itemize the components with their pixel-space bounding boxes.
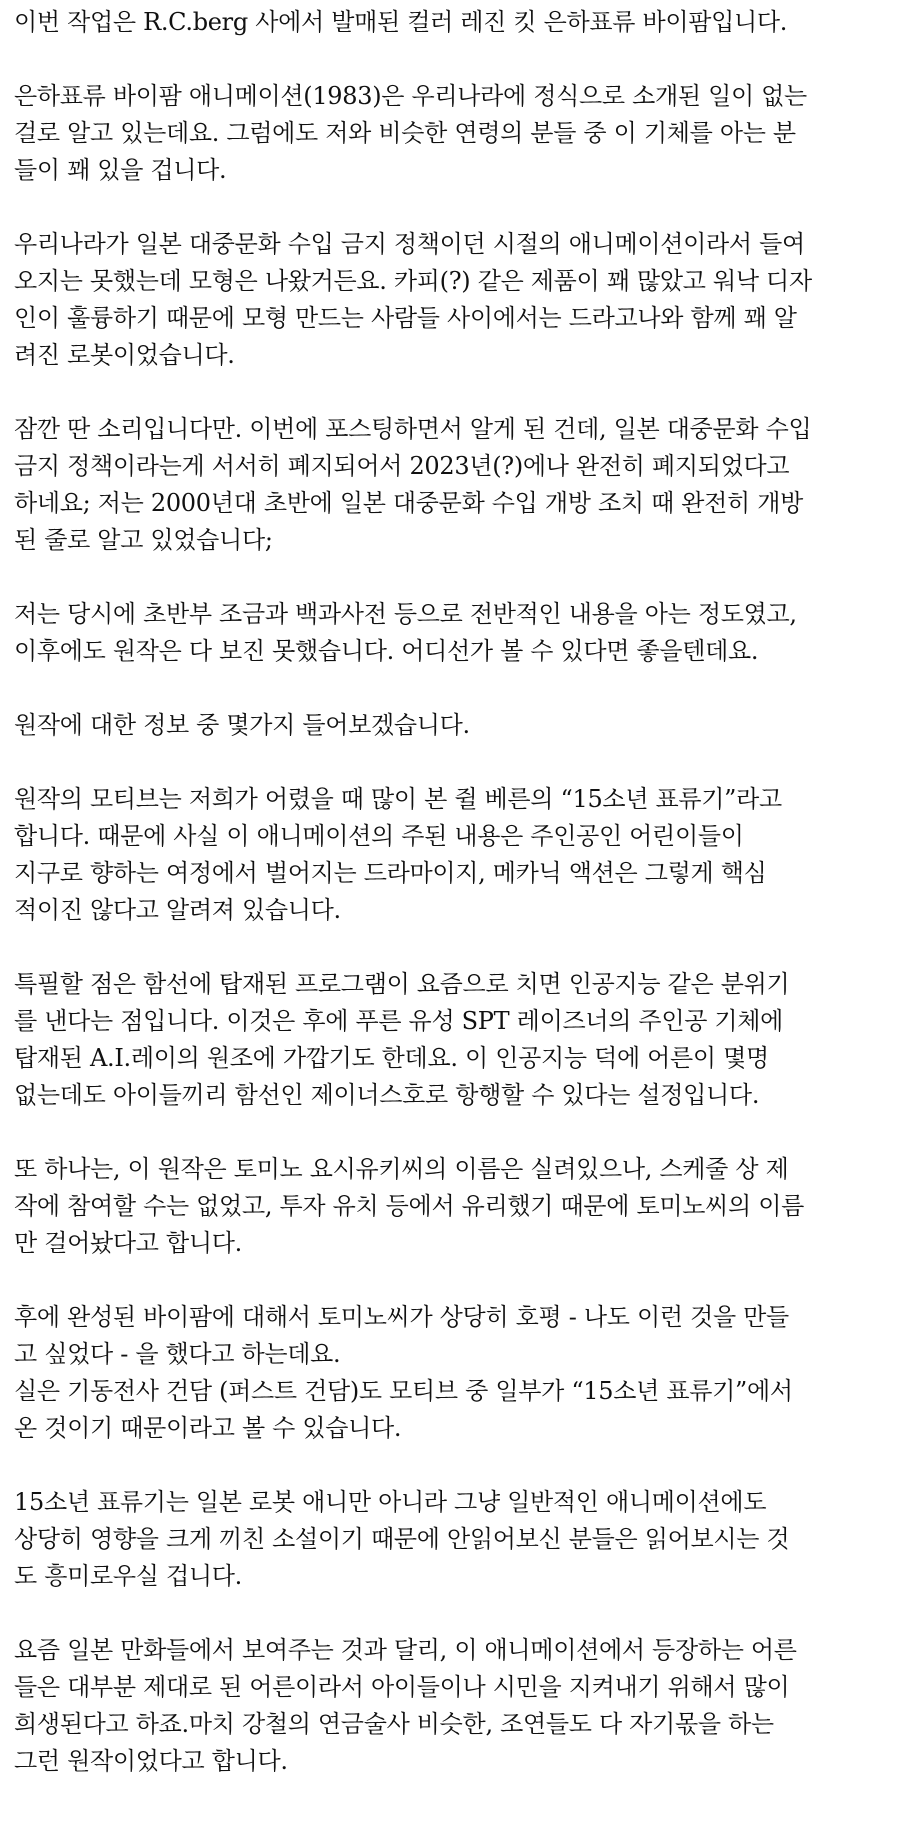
text-line: 걸로 알고 있는데요. 그럼에도 저와 비슷한 연령의 분들 중 이 기체를 아는 분: [14, 119, 796, 147]
paragraph: [14, 78, 894, 189]
text-line: 적이진 않다고 알려져 있습니다.: [14, 896, 341, 924]
paragraph: [14, 411, 894, 559]
paragraph: [14, 966, 894, 1114]
paragraph: [14, 1299, 894, 1447]
text-line: 온 것이기 때문이라고 볼 수 있습니다.: [14, 1414, 402, 1442]
paragraph: [14, 226, 894, 374]
text-line: 이후에도 원작은 다 보진 못했습니다. 어디선가 볼 수 있다면 좋을텐데요.: [14, 637, 759, 665]
text-line: 들은 대부분 제대로 된 어른이라서 아이들이나 시민을 지켜내기 위해서 많이: [14, 1673, 790, 1701]
text-line: 없는데도 아이들끼리 함선인 제이너스호로 항행할 수 있다는 설정입니다.: [14, 1081, 760, 1109]
text-line: 잠깐 딴 소리입니다만. 이번에 포스팅하면서 알게 된 건데, 일본 대중문화 수입: [14, 415, 812, 443]
article-body: [14, 0, 894, 1817]
text-line: 상당히 영향을 크게 끼친 소설이기 때문에 안읽어보신 분들은 읽어보시는 것: [14, 1525, 790, 1553]
text-line: 원작의 모티브는 저희가 어렸을 때 많이 본 쥘 베른의 “15소년 표류기”라고: [14, 785, 782, 813]
paragraph: [14, 1484, 894, 1595]
text-line: 들이 꽤 있을 겁니다.: [14, 156, 227, 184]
paragraph: [14, 596, 894, 670]
text-line: 인이 훌륭하기 때문에 모형 만드는 사람들 사이에서는 드라고나와 함께 꽤 알: [14, 304, 797, 332]
text-line: 저는 당시에 초반부 조금과 백과사전 등으로 전반적인 내용을 아는 정도였고,: [14, 600, 797, 628]
text-line: 이번 작업은 R.C.berg 사에서 발매된 컬러 레진 킷 은하표류 바이팜입니다.: [14, 8, 788, 36]
text-line: 원작에 대한 정보 중 몇가지 들어보겠습니다.: [14, 711, 470, 739]
paragraph: [14, 1632, 894, 1780]
text-line: 합니다. 때문에 사실 이 애니메이션의 주된 내용은 주인공인 어린이들이: [14, 822, 744, 850]
text-line: 요즘 일본 만화들에서 보여주는 것과 달리, 이 애니메이션에서 등장하는 어른: [14, 1636, 797, 1664]
paragraph: [14, 1151, 894, 1262]
text-line: 하네요; 저는 2000년대 초반에 일본 대중문화 수입 개방 조치 때 완전히 개방: [14, 489, 804, 517]
text-line: 금지 정책이라는게 서서히 폐지되어서 2023년(?)에나 완전히 폐지되었다고: [14, 452, 790, 480]
text-line: 도 흥미로우실 겁니다.: [14, 1562, 242, 1590]
paragraph: [14, 781, 894, 929]
paragraph: [14, 4, 894, 41]
text-line: 를 낸다는 점입니다. 이것은 후에 푸른 유성 SPT 레이즈너의 주인공 기체에: [14, 1007, 784, 1035]
text-line: 특필할 점은 함선에 탑재된 프로그램이 요즘으로 치면 인공지능 같은 분위기: [14, 970, 790, 998]
text-line: 그런 원작이었다고 합니다.: [14, 1747, 288, 1775]
text-line: 작에 참여할 수는 없었고, 투자 유치 등에서 유리했기 때문에 토미노씨의 이름: [14, 1192, 805, 1220]
text-line: 려진 로봇이었습니다.: [14, 341, 235, 369]
text-line: 또 하나는, 이 원작은 토미노 요시유키씨의 이름은 실려있으나, 스케줄 상 제: [14, 1155, 789, 1183]
text-line: 실은 기동전사 건담 (퍼스트 건담)도 모티브 중 일부가 “15소년 표류기”에서: [14, 1377, 793, 1405]
text-line: 탑재된 A.I.레이의 원조에 가깝기도 한데요. 이 인공지능 덕에 어른이 몇명: [14, 1044, 769, 1072]
text-line: 희생된다고 하죠.마치 강철의 연금술사 비슷한, 조연들도 다 자기몫을 하는: [14, 1710, 774, 1738]
text-line: 은하표류 바이팜 애니메이션(1983)은 우리나라에 정식으로 소개된 일이 없는: [14, 82, 807, 110]
text-line: 오지는 못했는데 모형은 나왔거든요. 카피(?) 같은 제품이 꽤 많았고 워낙 디자: [14, 267, 812, 295]
paragraph: [14, 707, 894, 744]
text-line: 된 줄로 알고 있었습니다;: [14, 526, 273, 554]
text-line: 만 걸어놨다고 합니다.: [14, 1229, 242, 1257]
text-line: 고 싶었다 - 을 했다고 하는데요.: [14, 1340, 341, 1368]
text-line: 우리나라가 일본 대중문화 수입 금지 정책이던 시절의 애니메이션이라서 들여: [14, 230, 805, 258]
text-line: 후에 완성된 바이팜에 대해서 토미노씨가 상당히 호평 - 나도 이런 것을 만들: [14, 1303, 789, 1331]
text-line: 15소년 표류기는 일본 로봇 애니만 아니라 그냥 일반적인 애니메이션에도: [14, 1488, 767, 1516]
text-line: 지구로 향하는 여정에서 벌어지는 드라마이지, 메카닉 액션은 그렇게 핵심: [14, 859, 767, 887]
